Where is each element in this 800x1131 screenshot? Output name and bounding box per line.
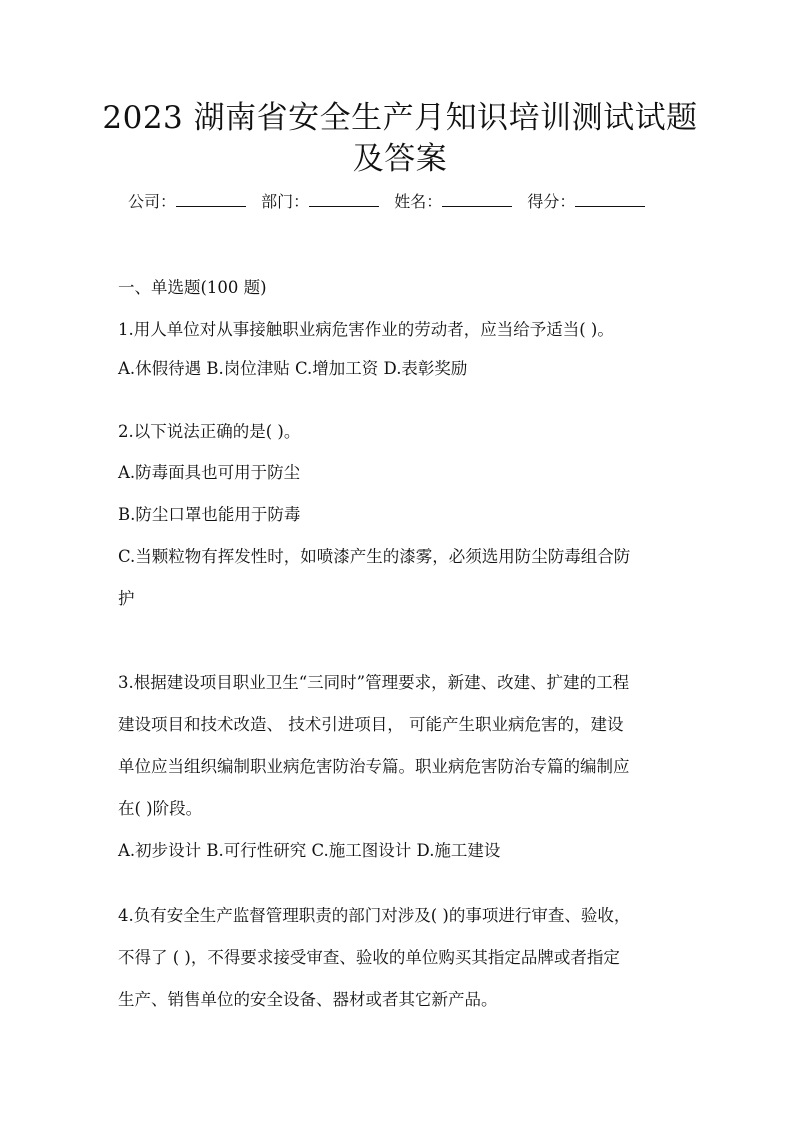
department-field xyxy=(261,191,379,213)
question-4-stem-line-2: 不得了 ( )，不得要求接受审查、验收的单位购买其指定品牌或者指定 xyxy=(118,948,620,967)
question-2-option-c-line-2: 护 xyxy=(118,589,135,608)
question-1-options: A.休假待遇 B.岗位津贴 C.增加工资 D.表彰奖励 xyxy=(118,359,468,378)
score-blank xyxy=(575,192,645,207)
question-2-option-a: A.防毒面具也可用于防尘 xyxy=(118,463,301,482)
question-1-stem: 1.用人单位对从事接触职业病危害作业的劳动者，应当给予适当( )。 xyxy=(118,320,614,339)
question-2-option-c-line-1: C.当颗粒物有挥发性时，如喷漆产生的漆雾，必须选用防尘防毒组合防 xyxy=(118,547,631,566)
question-3-options: A.初步设计 B.可行性研究 C.施工图设计 D.施工建设 xyxy=(118,841,501,860)
section-heading: 一、单选题(100 题) xyxy=(118,278,267,297)
department-label: 部门： xyxy=(261,192,310,211)
question-3-stem-line-2: 建设项目和技术改造、 技术引进项目， 可能产生职业病危害的，建设 xyxy=(118,715,624,734)
question-3-stem-line-3: 单位应当组织编制职业病危害防治专篇。职业病危害防治专篇的编制应 xyxy=(118,757,630,776)
company-blank xyxy=(176,192,246,207)
name-label: 姓名： xyxy=(394,192,443,211)
company-label: 公司： xyxy=(128,192,177,211)
document-title-line-1: 2023 湖南省安全生产月知识培训测试试题 xyxy=(102,100,698,136)
name-blank xyxy=(442,192,512,207)
question-4-stem-line-3: 生产、销售单位的安全设备、器材或者其它新产品。 xyxy=(118,990,498,1009)
question-2-stem: 2.以下说法正确的是( )。 xyxy=(118,422,301,441)
company-field xyxy=(128,191,246,213)
question-2-option-b: B.防尘口罩也能用于防毒 xyxy=(118,505,301,524)
score-field xyxy=(527,191,645,213)
name-field xyxy=(394,191,512,213)
respondent-info-row xyxy=(128,191,688,213)
question-3-stem-line-1: 3.根据建设项目职业卫生“三同时”管理要求，新建、改建、扩建的工程 xyxy=(118,673,630,692)
score-label: 得分： xyxy=(527,192,576,211)
document-title-line-2: 及答案 xyxy=(352,141,448,177)
question-4-stem-line-1: 4.负有安全生产监督管理职责的部门对涉及( )的事项进行审查、验收， xyxy=(118,906,631,925)
question-3-stem-line-4: 在( )阶段。 xyxy=(118,799,203,818)
department-blank xyxy=(309,192,379,207)
